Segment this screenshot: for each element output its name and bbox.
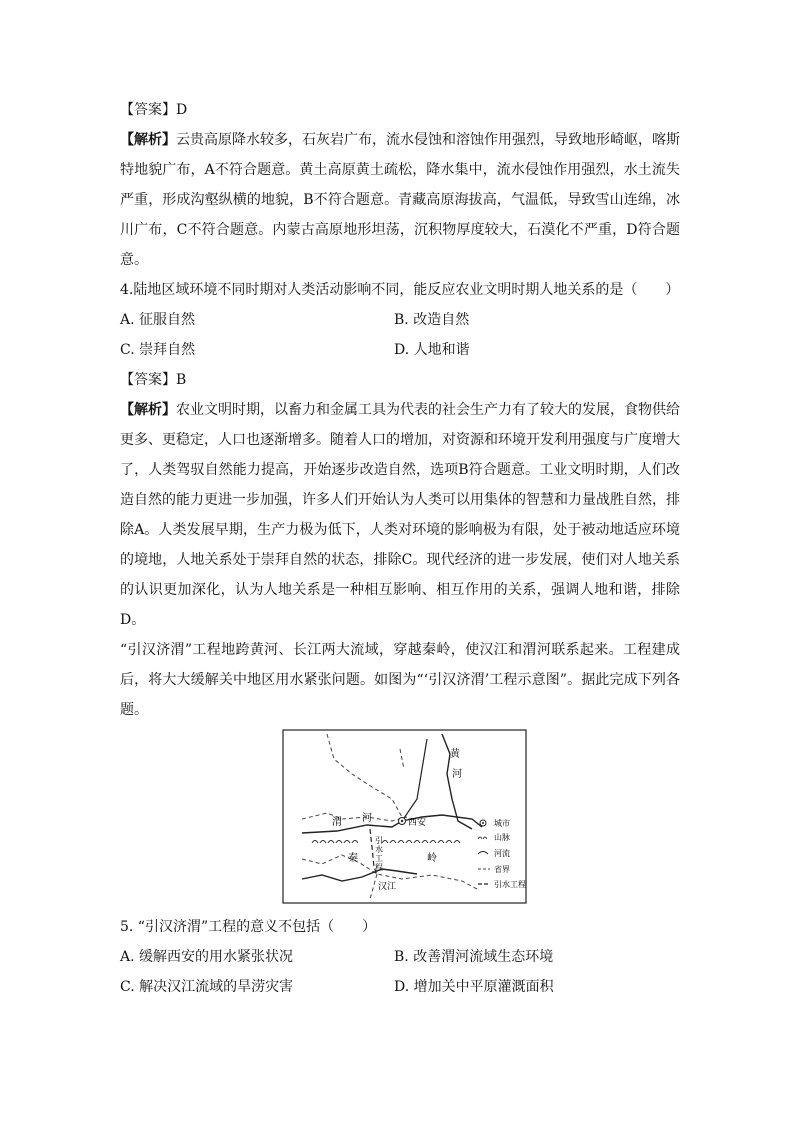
analysis-4-text: 农业文明时期，以畜力和金属工具为代表的社会生产力有了较大的发展，食物供给更多、更稳定，人口也逐渐增多。随着人口的增加，对资源和环境开发利用强度与广度增大了，人类驾驭自然能力提高，开始逐步改造自然，选项B符合题意。工业文明时期，人们改造自然的能力更进一步加强，许多人们开始认为人类可以用集体的智慧和力量战胜自然，排除A。人类发展早期，生产力极为低下，人类对环境的影响极为有限，处于被动地适应环境的境地，人地关系处于崇拜自然的状态，排除C。现代经济的进一步发展，使们对人地关系的认识更加深化，认为人地关系是一种相互影响、相互作用的关系，强调人地和谐，排除D。	[120, 402, 680, 628]
q4-options-row-1	[120, 305, 680, 335]
label-qin: 秦	[348, 853, 358, 864]
answer-3: 【答案】D	[120, 102, 188, 118]
analysis-tag: 【解析】	[120, 402, 176, 418]
project-map	[282, 729, 527, 904]
label-project-1: 引	[375, 836, 383, 845]
q5-option-c: C. 解决汉江流域的旱涝灾害	[120, 979, 294, 995]
label-project-4: 程	[375, 863, 383, 872]
label-project-2: 水	[375, 845, 383, 854]
q4-option-a: A. 征服自然	[120, 312, 196, 328]
xian-city-dot	[401, 820, 403, 822]
label-hanjiang: 汉江	[378, 882, 397, 892]
q4-option-d: D. 人地和谐	[394, 342, 470, 358]
label-xian: 西安	[408, 818, 427, 828]
q4-option-c: C. 崇拜自然	[120, 342, 196, 358]
legend-city: 城市	[494, 819, 510, 828]
q4-option-b: B. 改造自然	[394, 312, 470, 328]
question-4: 4.陆地区域环境不同时期对人类活动影响不同，能反应农业文明时期人地关系的是（ ）	[120, 282, 680, 298]
analysis-3	[120, 125, 680, 275]
document-page	[120, 95, 680, 1002]
label-ling: 岭	[427, 853, 437, 864]
analysis-4	[120, 395, 680, 635]
q4-options-row-2	[120, 335, 680, 365]
answer-4: 【答案】B	[120, 372, 187, 388]
label-wei: 渭	[332, 817, 342, 828]
label-huang: 黄	[450, 749, 460, 760]
analysis-tag: 【解析】	[120, 132, 176, 148]
label-he: 河	[452, 769, 462, 780]
intro-paragraph: “引汉济渭”工程地跨黄河、长江两大流域，穿越秦岭，使汉江和渭河联系起来。工程建成后，将大大缓解关中地区用水紧张问题。如图为“‘引汉济渭’工程示意图”。据此完成下列各题。	[120, 642, 680, 718]
q5-option-b: B. 改善渭河流域生态环境	[394, 949, 554, 965]
q5-options-row-2	[120, 972, 680, 1002]
q5-option-d: D. 增加关中平原灌溉面积	[394, 979, 554, 995]
legend-border: 省界	[494, 865, 510, 874]
legend-river: 河流	[494, 849, 510, 858]
q5-option-a: A. 缓解西安的用水紧张状况	[120, 949, 294, 965]
question-5: 5. “引汉济渭”工程的意义不包括（ ）	[120, 919, 377, 935]
legend-project: 引水工程	[494, 880, 526, 889]
legend-mountain: 山脉	[494, 833, 510, 842]
label-wei-he: 河	[362, 813, 372, 824]
map-svg	[282, 729, 527, 904]
label-project-3: 工	[375, 854, 383, 863]
q5-options-row-1	[120, 942, 680, 972]
analysis-3-text: 云贵高原降水较多，石灰岩广布，流水侵蚀和溶蚀作用强烈，导致地形崎岖，喀斯特地貌广布，A不符合题意。黄土高原黄土疏松，降水集中，流水侵蚀作用强烈，水土流失严重，形成沟壑纵横的地貌，B不符合题意。青藏高原海拔高，气温低，导致雪山连绵，冰川广布，C不符合题意。内蒙古高原地形坦荡，沉积物厚度较大，石漠化不严重，D符合题意。	[120, 132, 680, 268]
